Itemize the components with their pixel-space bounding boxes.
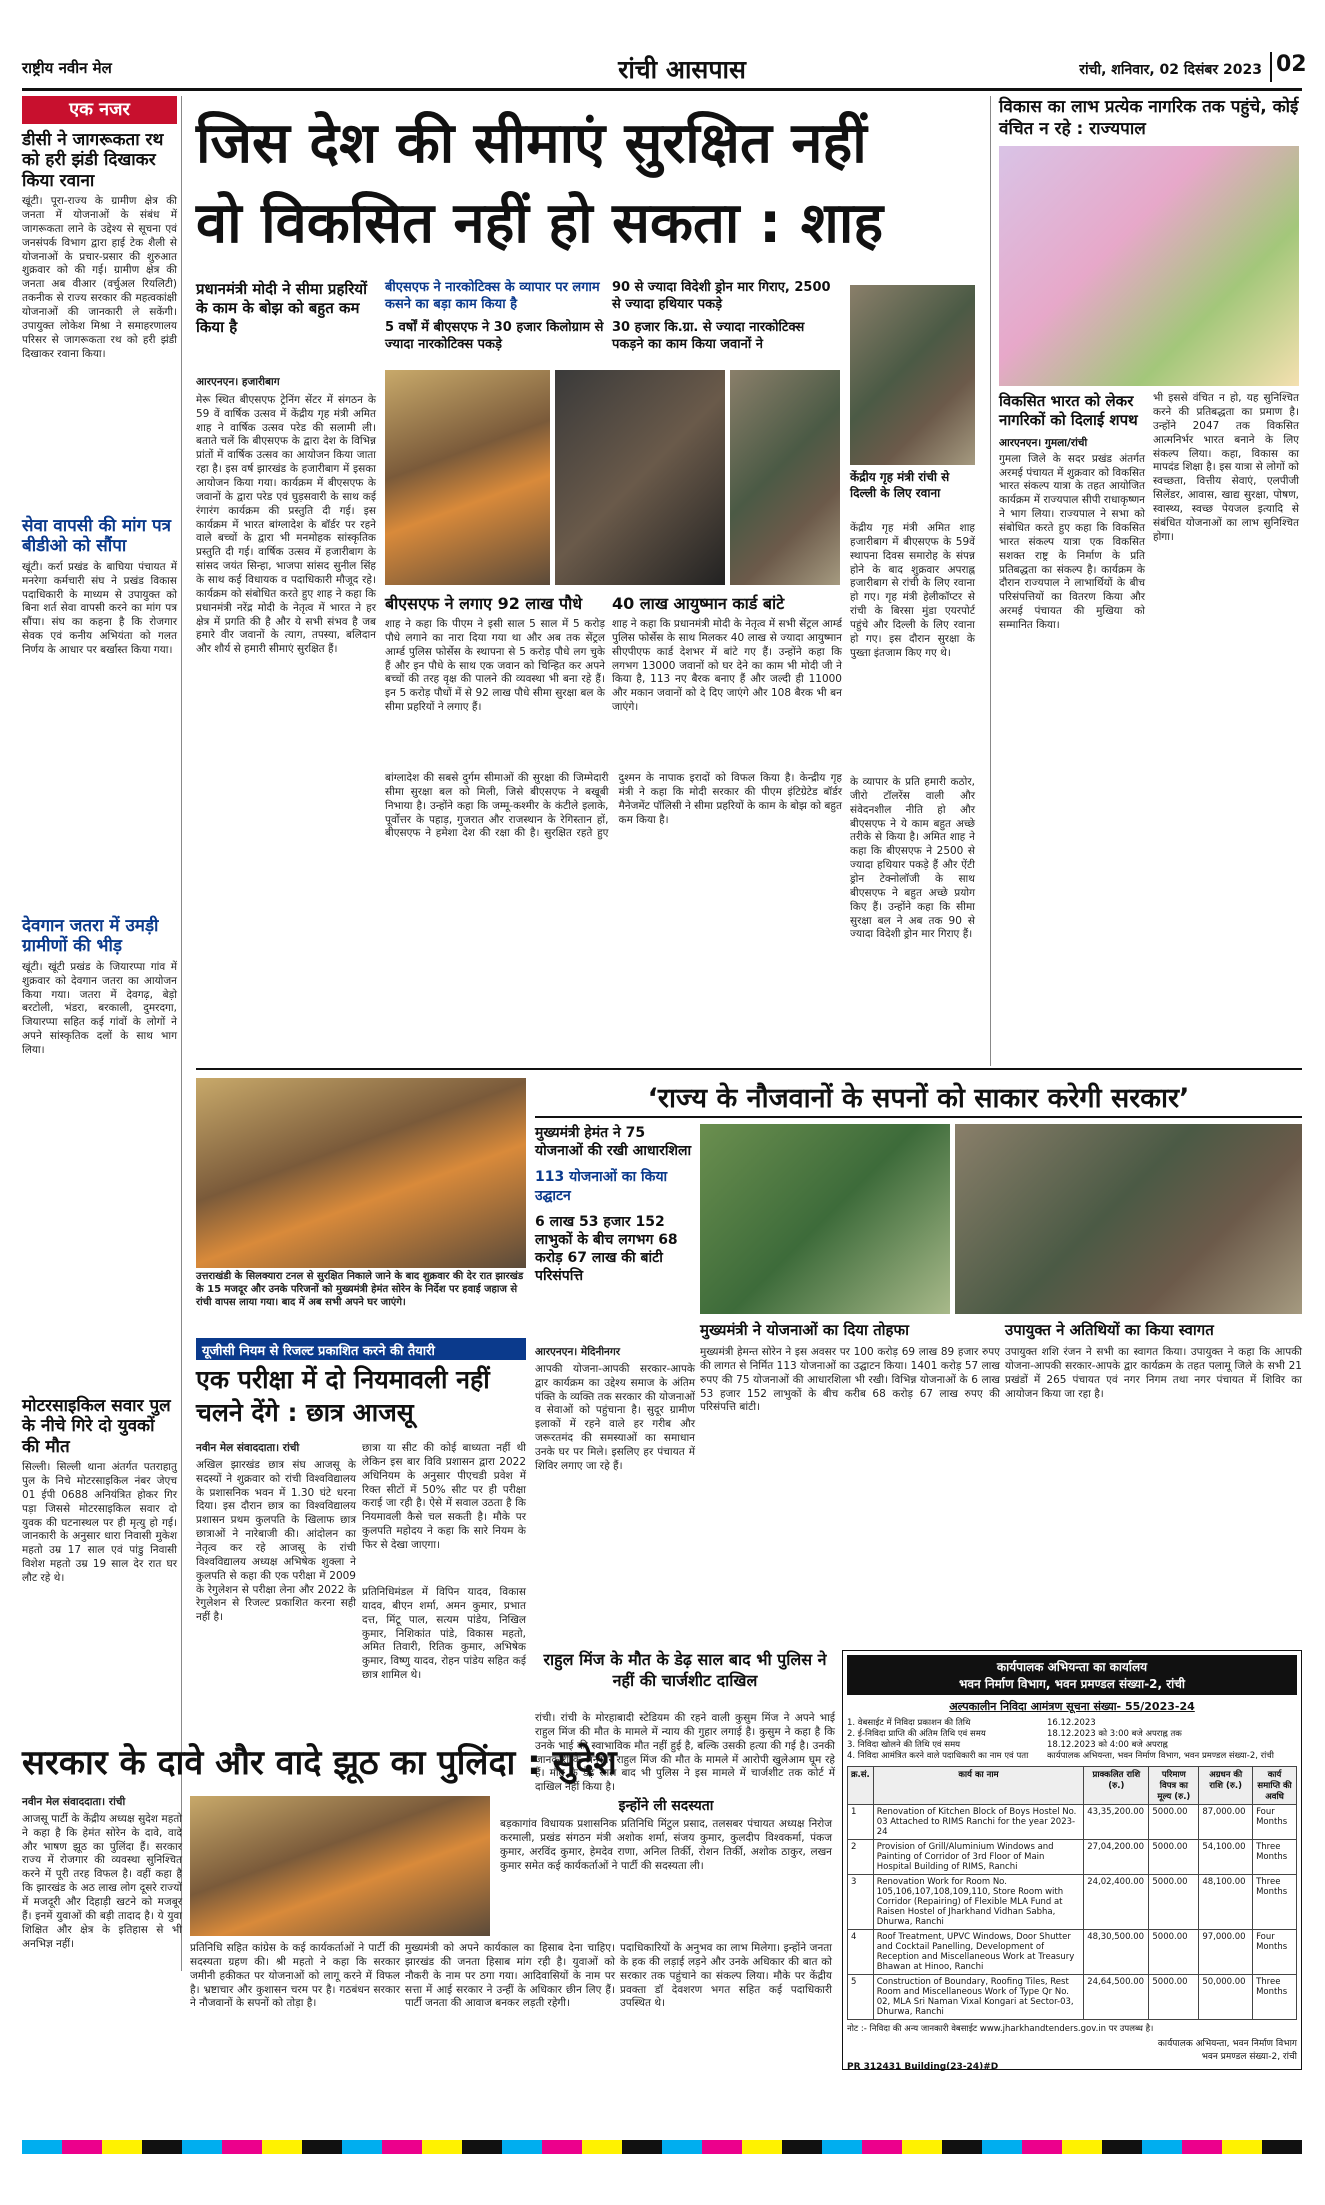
sub-head-ayushman: 40 लाख आयुष्मान कार्ड बांटे [612,594,785,613]
table-row: 5 Construction of Boundary, Roofing Tiles, Rest Room and Miscellaneous Work of Type Qr No. 02, MLA Sri Naman Vixal Kongari at Sector-03, Dhurwa, Ranchi 24,64,500.00 5000.00 50,000.00 Three Months [848,1975,1297,2020]
brief-1 [22,130,177,500]
governor-body-2: भी इससे वंचित न हो, यह सुनिश्चित करने की प्रतिबद्धता का प्रमाण है। उन्होंने 2047 तक विकसित आत्मनिर्भर भारत बनाने के लिए संकल्प लिया। कहा, विकास का मापदंड शिक्षा है। इस यात्रा से लोगों को स्वच्छता, वित्तीय सेवाएं, एलपीजी सिलेंडर, आवास, खाद्य सुरक्षा, पोषण, स्वास्थ्य, स्वच्छ पेयजल इत्यादि से संबंधित योजनाओं का लाभ सुनिश्चित होगा। [1153,392,1299,543]
deck-foundation: मुख्यमंत्री हेमंत ने 75 योजनाओं की रखी आधारशिला [535,1125,692,1160]
sub-body-ayushman: शाह ने कहा कि प्रधानमंत्री मोदी के नेतृत्व में सभी सेंट्रल आर्म्ड पुलिस फोर्सेस के साथ मिलकर 40 लाख से ज्यादा आयुष्मान सीएपीएफ कार्ड देशभर में बांटे गए हैं। उन्होंने कहा कि लगभग 13000 जवानों को घर देने का काम भी मोदी जी ने किया है, 113 नए बैरक बनाए हैं और जल्दी ही 11000 और मकान जवानों को दे दिए जाएंगे और 108 बैरक भी बन जाएंगे। [612,618,842,714]
governor-byline: आरएनएन। गुमला/रांची [999,436,1088,449]
tender-org-line1: कार्यपालक अभियन्ता का कार्यालय [996,1660,1148,1674]
brief-headline: मोटरसाइकिल सवार पुल के नीचे गिरे दो युवकों की मौत [22,1396,171,1457]
lead-deck-mid [385,280,605,370]
masthead-rule [22,88,1302,91]
sudesh-byline: नवीन मेल संवाददाता। रांची [22,1796,126,1808]
brief-headline: देवगान जतरा में उमड़ी ग्रामीणों की भीड़ [22,916,159,957]
lead-body-left [196,376,376,1062]
cm-crowd-photo [700,1124,950,1314]
governor-event-photo [999,146,1299,386]
cm-gifts-sub: मुख्यमंत्री ने योजनाओं का दिया तोहफा [700,1321,909,1339]
print-color-bar [22,2140,1302,2154]
logo: राष्ट्रीय नवीन मेल [22,59,112,77]
brief-body: खूंटी। कर्रा प्रखंड के बाघिया पंचायत में मनरेगा कर्मचारी संघ ने प्रखंड विकास पदाधिकारी के माध्यम से उपायुक्त को बिना शर्त सेवा वापसी करने का मांग पत्र सौंपा। संघ का कहना है कि रोजगार सेवक एवं कनीय अभियंता को गलत निर्णय के आधार पर बर्खास्त किया गया। [22,560,177,656]
tender-info-row: 1. वेबसाईट में निविदा प्रकाशन की तिथि 16.12.2023 [847,1718,1096,1728]
brief-body: सिल्ली। सिल्ली थाना अंतर्गत पतराहातु पुल के निचे मोटरसाइकिल नंबर जेएच 01 ईपी 0688 अनियंत्रित होकर गिर पड़ा जिससे मोटरसाइकिल सवार दो युवक की घटनास्थल पर ही मृत्यु हो गई। जानकारी के अनुसार धारा निवासी मुकेश महतो उम्र 17 साल एवं पांडु निवासी विशेश महतो उम्र 19 साल देर रात घर लौट रहे थे। [22,1461,177,1585]
sudesh-body-1 [22,1796,182,2126]
table-row: 2 Provision of Grill/Aluminium Windows and Painting of Corridor of 3rd Floor of Main Hospital Building of RIMS, Ranchi 27,04,200.00 5000.00 54,100.00 Three Months [848,1840,1297,1875]
tender-header-row: क्र.सं. कार्य का नाम प्राक्कलित राशि (रु.) परिमाण विपत्र का मूल्य (रु.) अग्रधन की राशि (रु.) कार्य समाप्ति की अवधि [848,1767,1297,1805]
sidebar-label: एक नजर [22,96,177,124]
tender-table [847,1766,1297,2020]
table-row: 1 Renovation of Kitchen Block of Boys Hostel No. 03 Attached to RIMS Ranchi for the year 2023-24 43,35,200.00 5000.00 87,000.00 Four Months [848,1805,1297,1840]
deck-beneficiaries: 6 लाख 53 हजार 152 लाभुकों के बीच लगभग 68 करोड़ 67 लाख की बांटी परिसंपत्ति [535,1213,678,1285]
table-row: 3 Renovation Work for Room No. 105,106,107,108,109,110, Store Room with Corridor (Repairing) of Flexible MLA Fund at Raisen Hostel of Jharkhand Vidhan Sabha, Dhurwa, Ranchi 24,02,400.00 5000.00 48,100.00 Three Months [848,1875,1297,1930]
tunnel-caption: उत्तराखंडी के सिलक्यारा टनल से सुरक्षित निकाले जाने के बाद शुक्रवार की देर रात झारखंड के 15 मजदूर और उनके परिजनों को मुख्यमंत्री हेमंत सोरेन के निर्देश पर हवाई जहाज से रांची वापस लाया गया। बाद में अब सभी अपने घर जाएंगे। [196,1271,524,1308]
tender-org-line2: भवन निर्माण विभाग, भवन प्रमण्डल संख्या-2, रांची [958,1677,1186,1691]
youth-body-3: उपायुक्त शशि रंजन ने सभी का स्वागत किया। उपायुक्त ने कहा कि आपकी योजना-आपकी सरकार-आपके द्वार कार्यक्रम के तहत पलामू जिले के सभी 21 प्रखंडों में 265 पंचायत एवं नगर निगम तथा नगर पंचायत में शिविर का आयोजन किया जा रहा है। [1005,1346,1302,1400]
tender-info-row: 4. निविदा आमंत्रित करने वाले पदाधिकारी का नाम एवं पता कार्यपालक अभियन्ता, भवन निर्माण विभाग, भवन प्रमण्डल संख्या-2, रांची [847,1751,1274,1762]
masthead [22,48,1307,86]
governor-story [990,96,1302,1066]
section-rule [196,1068,1302,1070]
dc-welcome-sub: उपायुक्त ने अतिथियों का किया स्वागत [1005,1321,1214,1339]
tender-info-row: 2. ई-निविदा प्राप्ति की अंतिम तिथि एवं समय 18.12.2023 को 3:00 बजे अपराह्न तक [847,1729,1182,1740]
youth-body-1 [535,1346,695,1646]
exam-kicker: यूजीसी नियम से रिजल्ट प्रकाशित करने की तैयारी [196,1338,526,1360]
lead-body-text: मेरू स्थित बीएसएफ ट्रेनिंग सेंटर में संगठन के 59 वें वार्षिक उत्सव में केंद्रीय गृह मंत्री अमित शाह ने वार्षिक उत्सव परेड की सलामी ली। बताते चलें कि बीएसएफ के द्वारा देश के विभिन्न प्रांतों में वार्षिक उत्सव का आयोजन किया जाता रहा है। इस वर्ष झारखंड के हजारीबाग में इसका आयोजन किया गया। कार्यक्रम में बीएसएफ के जवानों के द्वारा परेड एवं घुड़सवारी के साथ कई रंगारंग कार्यक्रम की प्रस्तुति दी गई। इस कार्यक्रम में भारत बांग्लादेश के बॉर्डर पर रहने वाले बच्चों के द्वारा भी मनमोहक सांस्कृतिक प्रस्तुति दी गई। वार्षिक उत्सव में हजारीबाग के सांसद जयंत सिन्हा, भाजपा सांसद सुनील सिंह के साथ कई विधायक व पदाधिकारी मौजूद रहे। कार्यक्रम को संबोधित करते हुए शाह ने कहा कि प्रधानमंत्री नरेंद्र मोदी के नेतृत्व में भारत ने हर क्षेत्र में प्रगति की है और ये सभी संभव है जब हमारे वीर जवानों के त्याग, तपस्या, बलिदान और शौर्य से हमारी सीमाएं सुरक्षित हैं। [196,393,376,656]
bsf-parade-photo [385,370,550,585]
exam-body-2: छात्रा या सीट की कोई बाध्यता नहीं थी लेकिन इस बार विवि प्रशासन द्वारा 2022 अधिनियम के अनुसार पीएचडी प्रवेश में रिक्त सीटों में 50% सीट पर ही परीक्षा कराई जा रही है। ऐसे में सवाल उठता है कि नियमावली कैसे चल सकती है। मौके पर कुलपति महोदय ने कहा कि सारे नियम के फिर से देखा जाएगा। [362,1442,526,1552]
shah-salute-photo [730,370,840,585]
exam-body-3: प्रतिनिधिमंडल में विपिन यादव, विकास यादव, बीएन शर्मा, अमन कुमार, प्रभात दत्त, मिंटू पाल, सत्यम पांडेय, निखिल कुमार, निशिकांत पांडे, विकास महतो, अमित तिवारी, रितिक कुमार, अभिषेक कुमार, विष्णु यादव, रोहन पांडेय सहित कई छात्र शामिल थे। [362,1586,526,1682]
sudesh-event-photo [190,1796,490,1936]
dateline: रांची, शनिवार, 02 दिसंबर 2023 [1079,62,1262,78]
tender-org-header [847,1655,1297,1695]
rahul-body: रांची। रांची के मोरहाबादी स्टेडियम की रहने वाली कुसुम मिंज ने अपने भाई राहुल मिंज की मौत के मामले में न्याय की गुहार लगाई है। कुसुम ने कहा है कि उनके भाई की स्वाभाविक मौत नहीं हुई है, बल्कि उसकी हत्या की गई है। उनकी जानकारी के अनुसार राहुल मिंज की मौत के मामले में आरोपी खुलेआम घूम रहे हैं। मौत के डेढ़ साल बाद भी पुलिस ने इस मामले में चार्जशीट तक कोर्ट में दाखिल नहीं किया है। [535,1712,835,1794]
sidebar [22,96,182,1971]
table-row: 4 Roof Treatment, UPVC Windows, Door Shutter and Cocktail Panelling, Development of Reception and Miscellaneous Work at Treasury Bhawan at Hinoo, Ranchi 48,30,500.00 5000.00 97,000.00 Four Months [848,1930,1297,1975]
brief-3 [22,916,177,1386]
lead-deck-right [612,280,832,370]
sudesh-sub-head: इन्होंने ली सदस्यता [618,1798,714,1814]
exam-headline: एक परीक्षा में दो नियमावली नहीं चलने देंगे : छात्र आजसू [196,1365,490,1427]
sub-body-trees: शाह ने कहा कि पीएम ने इसी साल 5 साल में 5 करोड़ पौधे लगाने का नारा दिया गया था और अब तक सेंट्रल आर्म्ड पुलिस फोर्सेस के स्थापना से 5 करोड़ पौधे लग चुके हैं और इन पौधे के साथ एक जवान को चिन्हित कर अपने बच्चों की तरह वृक्ष की पालने की व्यवस्था भी बना रहे हैं। इन 5 करोड़ पौधों में से 92 लाख पौधे सीमा सुरक्षा बल के सीमा प्रहरियों ने लगाए हैं। [385,618,605,714]
deck-right-2: 30 हजार कि.ग्रा. से ज्यादा नारकोटिक्स पकड़ने का काम किया जवानों ने [612,319,805,352]
youth-byline: आरएनएन। मेदिनीनगर [535,1346,621,1358]
sudesh-headline: सरकार के दावे और वादे झूठ का पुलिंदा : सुदेश [22,1743,617,1783]
lead-deck-left: प्रधानमंत्री मोदी ने सीमा प्रहरियों के काम के बोझ को बहुत कम किया है [196,280,368,336]
youth-deck [535,1124,695,1384]
lead-right-body: के व्यापार के प्रति हमारी कठोर, जीरो टॉलरेंस वाली और संवेदनशील नीति हो और बीएसएफ ने ये काम बहुत अच्छे तरीके से किया है। अमित शाह ने कहा कि बीएसएफ ने 2500 से ज्यादा हथियार पकड़े हैं और ऐंटी ड्रोन टेक्नोलॉजी के साथ बीएसएफ ने बहुत अच्छे प्रयोग किए हैं। उन्होंने कहा कि सीमा सुरक्षा बल ने अब तक 90 से ज्यादा विदेशी ड्रोन मार गिराए हैं। [850,776,975,941]
rahul-headline: राहुल मिंज के मौत के डेढ़ साल बाद भी पुलिस ने नहीं की चार्जशीट दाखिल [543,1650,827,1690]
governor-headline: विकास का लाभ प्रत्येक नागरिक तक पहुंचे, कोई वंचित न रहे : राज्यपाल [999,97,1299,140]
tender-signature: कार्यपालक अभियन्ता, भवन निर्माण विभाग भवन प्रमण्डल संख्या-2, रांची [1157,2039,1297,2063]
exam-body-1 [196,1442,356,1717]
lead-headline [196,104,976,274]
youth-banner: ‘राज्य के नौजवानों के सपनों को साकार करेगी सरकार’ [535,1078,1302,1118]
brief-body: खूंटी। पूरा-राज्य के ग्रामीण क्षेत्र की जनता में योजनाओं के संबंध में जागरूकता लाने के उद्देश्य से सूचना एवं जनसंपर्क विभाग द्वारा हाई टेक शैली से योजनाओं के प्रचार-प्रसार की शुरुआत शुक्रवार को की गई। ग्रामीण क्षेत्र की जनता अब वीआर (वर्चुअल रियलिटी) तकनीक से राज्य सरकार की महत्वकांक्षी योजनाओं की जानकारी ले सकेंगी। उपायुक्त लोकेश मिश्रा ने समाहरणालय परिसर से जागरूकता रथ को हरी झंडी दिखाकर रवाना किया। [22,195,177,360]
section-title: रांची आसपास [618,55,746,84]
brief-headline: डीसी ने जागरूकता रथ को हरी झंडी दिखाकर किया रवाना [22,130,164,191]
headline-line-1: जिस देश की सीमाएं सुरक्षित नहीं [196,111,867,176]
tender-info-row: 3. निविदा खोलने की तिथि एवं समय 18.12.2023 को 4:00 बजे अपराह्न [847,1740,1168,1751]
youth-body-2: मुख्यमंत्री हेमन्त सोरेन ने इस अवसर पर 100 करोड़ 69 लाख 89 हजार रुपए की लागत से निर्मित 113 योजनाओं का उद्घाटन किया। 1401 करोड़ 57 लाख रुपए की 75 योजनाओं की आधारशिला भी रखी। विभिन्न योजनाओं के 6 लाख 53 हजार 152 लाभुकों के बीच करीब 68 करोड़ 67 लाख रुपए की परिसंपत्ति बांटी। [700,1346,1000,1414]
shah-portrait-photo [850,285,975,465]
brief-2 [22,516,177,906]
shah-bsf-photo [555,370,725,585]
exam-body-text: अखिल झारखंड छात्र संघ आजसू के सदस्यों ने शुक्रवार को रांची विश्वविद्यालय के प्रशासनिक भवन में 1.30 घंटे धरना दिया। इस दौरान छात्र का विश्वविद्यालय प्रशासन प्रथम कुलपति के खिलाफ छात्र छात्राओं ने नारेबाजी की। आंदोलन का नेतृत्व कर रहे आजसू के रांची विश्वविद्यालय अध्यक्ष अभिषेक शुक्ला ने कुलपति से कहा की एक परीक्षा में 2009 के रेगुलेशन से परीक्षा लेना और 2022 के रेगुलेशन से रिजल्ट प्रकाशित करना सही नहीं है। [196,1458,356,1624]
deck-right-1: 90 से ज्यादा विदेशी ड्रोन मार गिराए, 2500 से ज्यादा हथियार पकड़े [612,280,831,312]
deck-mid-1: बीएसएफ ने नारकोटिक्स के व्यापार पर लगाम कसने का बड़ा काम किया है [385,280,600,312]
shah-photo-caption: केंद्रीय गृह मंत्री रांची से दिल्ली के लिए रवाना [850,470,950,500]
tunnel-workers-photo [196,1078,526,1268]
sub-head-trees: बीएसएफ ने लगाए 92 लाख पौधे [385,594,583,613]
tender-notice-no: अल्पकालीन निविदा आमंत्रण सूचना संख्या- 55/2023-24 [949,1700,1195,1713]
lead-body-extra: बांग्लादेश की सबसे दुर्गम सीमाओं की सुरक्षा की जिम्मेदारी सीमा सुरक्षा बल को मिली, जिसे बीएसएफ ने बखूबी निभाया है। उन्होंने कहा कि जम्मू-कश्मीर के कंटीले इलाके, पूर्वोत्तर के पहाड़, गुजरात और राजस्थान के रेगिस्तान हों, बीएसएफ ने हमेशा देश की रक्षा की है। सुरक्षित रहते हुए दुश्मन के नापाक इरादों को विफल किया है। केन्द्रीय गृह मंत्री ने कहा कि मोदी सरकार की पीएम इंटिग्रेटेड बॉर्डर मैनेजमेंट पॉलिसी ने सीमा प्रहरियों के काम के बोझ को बहुत कम किया है। [385,772,842,840]
page-number: 02 [1270,52,1302,82]
tender-pr-no: PR 312431 Building(23-24)#D [847,2062,999,2073]
cm-tractor-photo [955,1124,1302,1314]
deck-inauguration: 113 योजनाओं का किया उद्घाटन [535,1169,668,1204]
tender-footer-note: नोट :- निविदा की अन्य जानकारी वेबसाईट www.jharkhandtenders.gov.in पर उपलब्ध है। [847,2024,1154,2035]
governor-body: गुमला जिले के सदर प्रखंड अंतर्गत अरमई पंचायत में शुक्रवार को विकसित भारत संकल्प यात्रा के तहत आयोजित कार्यक्रम में राज्यपाल सीपी राधाकृष्णन ने भाग लिया। राज्यपाल ने सभा को संबोधित करते हुए कहा कि विकसित भारत संकल्प यात्रा एक विकसित सशक्त राष्ट्र के निर्माण के प्रति प्रतिबद्धता का संकल्प है। कार्यक्रम के दौरान राज्यपाल ने लाभार्थियों के बीच परिसंपत्तियों का वितरण किया और अरमई पंचायत की मुखिया को सम्मानित किया। [999,452,1145,631]
sudesh-body-4: पदाधिकारियों के अनुभव का लाभ मिलेगा। इन्होंने जनता के हक की लड़ाई लड़ने और उनके अधिकार की बात को सरकार तक पहुंचाने का संकल्प लिया। मौके पर केंद्रीय प्रवक्ता डॉ देवशरण भगत सहित कई पदाधिकारी उपस्थित थे। [620,1942,832,2010]
sudesh-body-3: मुख्यमंत्री को अपने कार्यकाल का हिसाब देना चाहिए। झारखंड की जनता हिसाब मांग रही है। युवाओं को नौकरी के नाम पर ठगा गया। आदिवासियों के नाम पर सत्ता में आई सरकार ने उन्हीं के अधिकार छीन लिए हैं। पार्टी जनता की आवाज बनकर लड़ती रहेगी। [405,1942,615,2010]
sudesh-body-2: प्रतिनिधि सहित कांग्रेस के कई कार्यकर्ताओं ने पार्टी की सदस्यता ग्रहण की। श्री महतो ने कहा कि सरकार जमीनी हकीकत पर योजनाओं को लागू करने में विफल है। भ्रष्टाचार और कुशासन चरम पर है। गठबंधन सरकार ने नौजवानों के सपनों को तोड़ा है। [190,1942,400,2010]
governor-sub-head: विकसित भारत को लेकर नागरिकों को दिलाई शपथ [999,392,1138,429]
exam-byline: नवीन मेल संवाददाता। रांची [196,1442,300,1454]
brief-body: खूंटी। खूंटी प्रखंड के जियारप्पा गांव में शुक्रवार को देवगान जतरा का आयोजन किया गया। जतरा में देवगढ़, बेड़ो बरटोली, भंडरा, बरकाली, दुमरदगा, जियारप्पा सहित कई गांवों के लोगों ने अपने सांस्कृतिक दलों के साथ भाग लिया। [22,960,177,1056]
tender-notice [842,1650,1302,2073]
lead-byline: आरएनएन। हजारीबाग [196,376,280,388]
youth-body-text: आपकी योजना-आपकी सरकार-आपके द्वार कार्यक्रम का उद्देश्य समाज के अंतिम पंक्ति के व्यक्ति तक सरकार की योजनाओं व सेवाओं को पहुंचाना है। सुदूर ग्रामीण इलाकों में रहने वाले हर गरीब और जरूरतमंद की समस्याओं का समाधान उनके घर पर मिले। इसलिए हर पंचायत में शिविर लगाए जा रहे हैं। [535,1362,695,1472]
sudesh-sub-body: बड़कागांव विधायक प्रशासनिक प्रतिनिधि मिंटुल प्रसाद, तलसबर पंचायत अध्यक्ष निरोज करमाली, प्रखंड संगठन मंत्री अशोक शर्मा, संजय कुमार, कुलदीप विश्वकर्मा, पंकज कुमार, अरविंद कुमार, हेमदेव राणा, अनिल तिर्की, रोशन तिर्की, अशोक ठाकुर, लखन कुमार समेत कई कार्यकर्ताओं ने पार्टी की सदस्यता ली। [500,1818,832,1872]
tender-info [847,1718,1297,1762]
shah-caption-body: केंद्रीय गृह मंत्री अमित शाह हजारीबाग में बीएसएफ के 59वें स्थापना दिवस समारोह के संपन्न होने के बाद शुक्रवार अपराह्न हजारीबाग से रांची के लिए रवाना हो गए। गृह मंत्री हेलीकॉप्टर से रांची के बिरसा मुंडा एयरपोर्ट पहुंचे और दिल्ली के लिए रवाना हो गए। इस दौरान सुरक्षा के पुख्ता इंतजाम किए गए थे। [850,522,975,659]
headline-line-2: वो विकसित नहीं हो सकता : शाह [196,191,884,256]
deck-mid-2: 5 वर्षों में बीएसएफ ने 30 हजार किलोग्राम से ज्यादा नारकोटिक्स पकड़े [385,319,604,352]
sudesh-body-text: आजसू पार्टी के केंद्रीय अध्यक्ष सुदेश महतो ने कहा है कि हेमंत सोरेन के दावे, वादे और भाषण झूठ का पुलिंदा हैं। सरकार राज्य में रोजगार की व्यवस्था सुनिश्चित करने में पूरी तरह विफल है। वहीं कहा है कि झारखंड के अठ लाख लोग दूसरे राज्यों में मजदूरी और दिहाड़ी खटने को मजबूर हैं। इनमें युवाओं की बड़ी तादाद है। ये युवा शिक्षित और क्षेत्र के इतिहास से भी अनभिज्ञ नहीं। [22,1812,182,1950]
brief-headline: सेवा वापसी की मांग पत्र बीडीओ को सौंपा [22,516,172,557]
